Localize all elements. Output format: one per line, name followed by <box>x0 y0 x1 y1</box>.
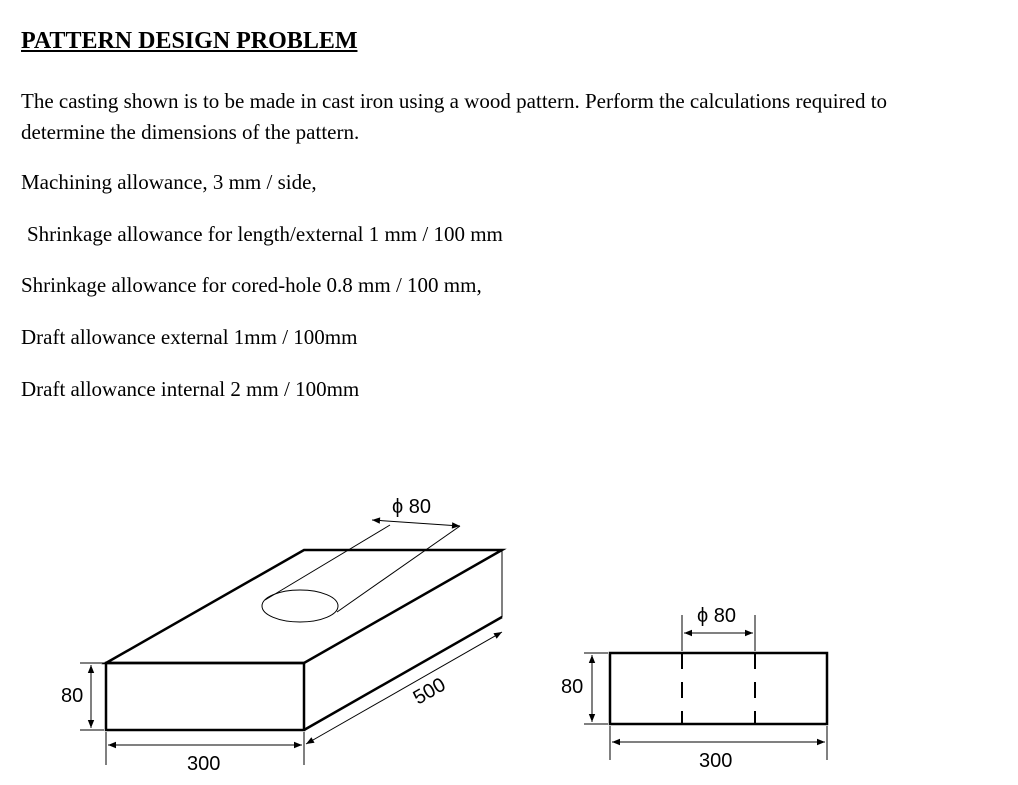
front-hole-dia-label: ϕ 80 <box>697 605 737 627</box>
shrinkage-allowance-cored-hole: Shrinkage allowance for cored-hole 0.8 mm / 100 mm, <box>21 273 482 297</box>
front-view <box>561 605 827 772</box>
iso-length-dim-line <box>306 632 502 744</box>
front-block-outline <box>610 653 827 724</box>
iso-hole-dia-label: ϕ 80 <box>392 496 432 518</box>
iso-length-label: 500 <box>409 673 450 710</box>
draft-allowance-internal: Draft allowance internal 2 mm / 100mm <box>21 377 360 401</box>
iso-height-label: 80 <box>61 685 84 707</box>
iso-block-right-bottom-edge <box>304 617 502 730</box>
front-width-label: 300 <box>699 750 733 772</box>
problem-statement: The casting shown is to be made in cast iron using a wood pattern. Perform the calculations required to determine the dimensions of the pattern. <box>21 89 888 144</box>
page-title: PATTERN DESIGN PROBLEM <box>21 28 358 54</box>
draft-allowance-external: Draft allowance external 1mm / 100mm <box>21 325 358 349</box>
iso-block-top-face <box>106 550 502 663</box>
machining-allowance: Machining allowance, 3 mm / side, <box>21 170 317 194</box>
front-height-label: 80 <box>561 676 584 698</box>
iso-hole-extension-right <box>337 526 460 612</box>
isometric-view <box>61 496 502 775</box>
iso-block-front-face <box>106 663 304 730</box>
iso-hole-dim-line <box>372 520 460 526</box>
iso-width-label: 300 <box>187 753 221 775</box>
shrinkage-allowance-external: Shrinkage allowance for length/external 1 mm / 100 mm <box>27 222 503 246</box>
